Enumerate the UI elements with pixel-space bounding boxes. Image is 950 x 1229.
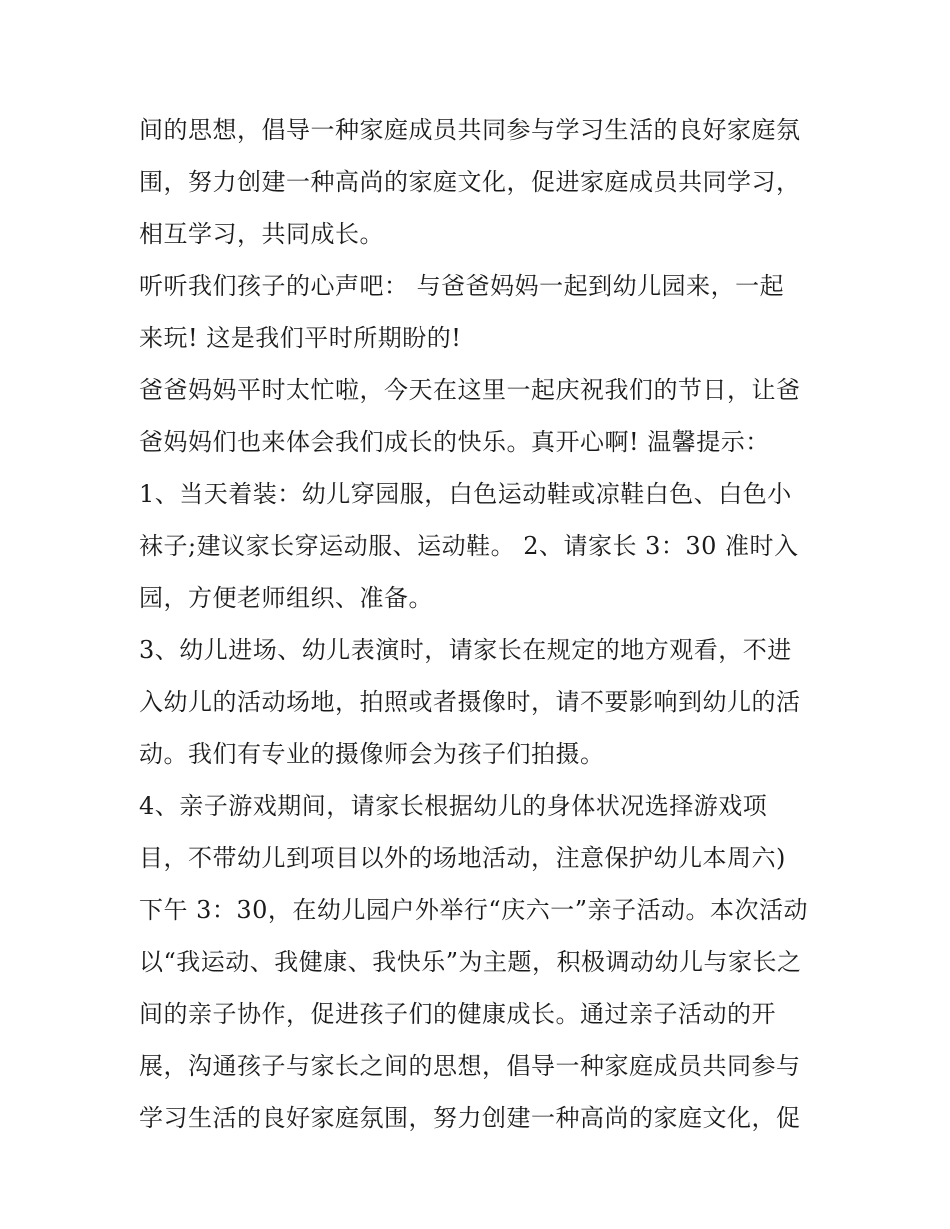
text-line: 展，沟通孩子与家长之间的思想，倡导一种家庭成员共同参与: [139, 1052, 801, 1080]
text-line: 听听我们孩子的心声吧： 与爸爸妈妈一起到幼儿园来，一起: [139, 272, 785, 300]
body-text: [139, 104, 819, 1144]
text-line: 目，不带幼儿到项目以外的场地活动，注意保护幼儿本周六): [139, 844, 786, 872]
text-line: 以“我运动、我健康、我快乐”为主题，积极调动幼儿与家长之: [139, 948, 802, 976]
text-line: 爸爸妈妈平时太忙啦，今天在这里一起庆祝我们的节日，让爸: [139, 376, 801, 404]
text-line: 3、幼儿进场、幼儿表演时，请家长在规定的地方观看，不进: [139, 636, 792, 664]
text-line: 围，努力创建一种高尚的家庭文化，促进家庭成员共同学习，: [139, 168, 801, 196]
text-line: 下午 3：30，在幼儿园户外举行“庆六一”亲子活动。本次活动: [139, 896, 808, 924]
text-line: 爸妈妈们也来体会我们成长的快乐。真开心啊! 温馨提示：: [139, 428, 770, 456]
text-line: 动。我们有专业的摄像师会为孩子们拍摄。: [139, 740, 605, 768]
text-line: 入幼儿的活动场地，拍照或者摄像时，请不要影响到幼儿的活: [139, 688, 801, 716]
text-line: 园，方便老师组织、准备。: [139, 584, 433, 612]
text-line: 1、当天着装：幼儿穿园服，白色运动鞋或凉鞋白色、白色小: [139, 480, 792, 508]
text-line: 学习生活的良好家庭氛围，努力创建一种高尚的家庭文化，促: [139, 1104, 801, 1132]
text-line: 袜子;建议家长穿运动服、运动鞋。 2、请家长 3：30 准时入: [139, 532, 799, 560]
text-line: 来玩! 这是我们平时所期盼的!: [139, 324, 462, 352]
text-line: 间的思想，倡导一种家庭成员共同参与学习生活的良好家庭氛: [139, 116, 801, 144]
text-line: 4、亲子游戏期间，请家长根据幼儿的身体状况选择游戏项: [139, 792, 768, 820]
text-line: 间的亲子协作，促进孩子们的健康成长。通过亲子活动的开: [139, 1000, 776, 1028]
text-line: 相互学习，共同成长。: [139, 220, 384, 248]
